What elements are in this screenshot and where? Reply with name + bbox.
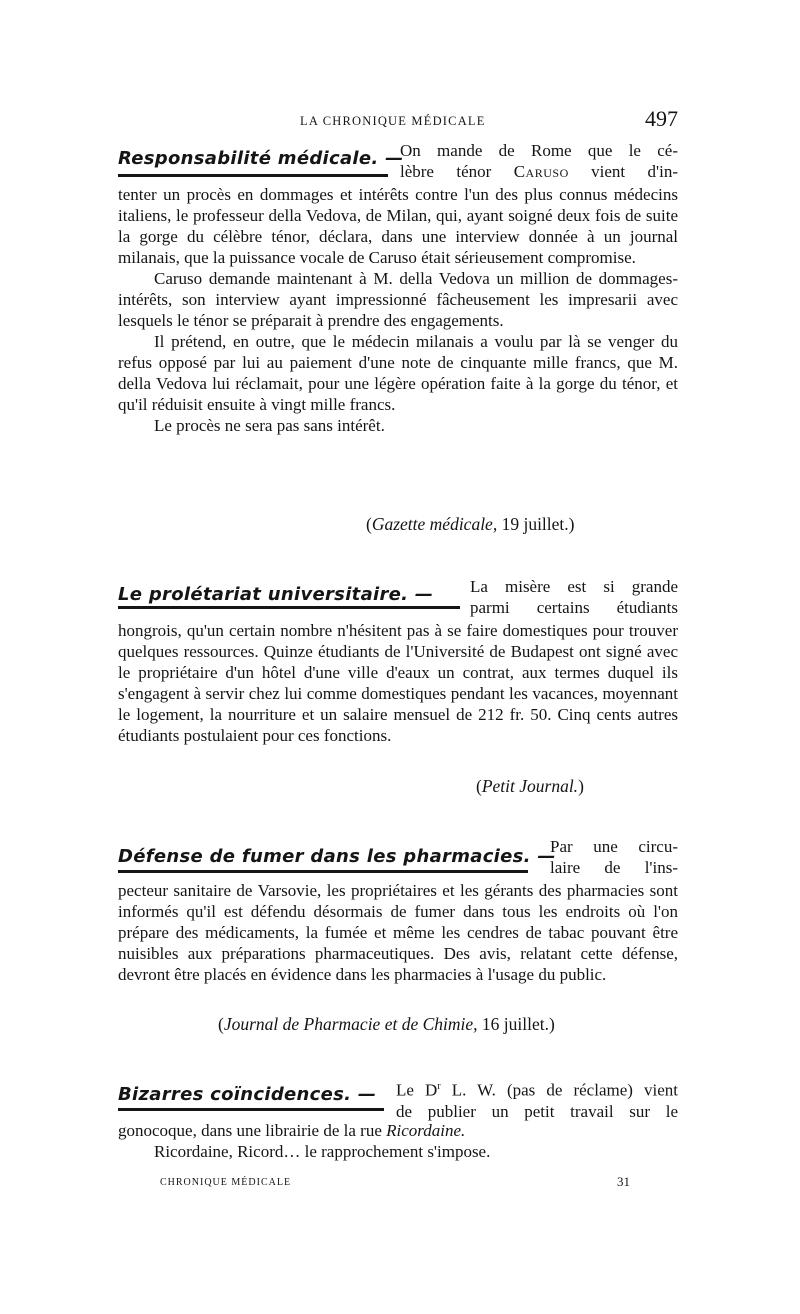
person-name: Caruso xyxy=(513,162,569,181)
running-head xyxy=(118,108,678,138)
paragraph: Ricordaine, Ricord… le rapprochement s'impose. xyxy=(154,1142,491,1161)
running-title: LA CHRONIQUE MÉDICALE xyxy=(300,114,486,128)
article-heading: Bizarres coïncidences. — xyxy=(118,1084,377,1105)
paragraph: gonocoque, dans une librairie de la rue Ricordaine. xyxy=(118,1121,466,1140)
lead-line: laire de l'ins- xyxy=(550,858,678,877)
article-source: (Petit Journal.) xyxy=(476,776,584,796)
article-lead xyxy=(550,836,678,878)
article-lead xyxy=(396,1076,678,1122)
lead-line: On mande de Rome que le cé- xyxy=(400,141,678,160)
article-source: (Gazette médicale, 19 juillet.) xyxy=(366,514,575,534)
paragraph: tenter un procès en dommages et intérêts contre l'un des plus connus médecins italiens, le professeur della Vedova, de Milan, qui, ayant soigné deux fois de suite la gorge du célèbre ténor, déclara, dans une interview donnée à un journal milanais, que la puissance vocale de Caruso était sérieusement compromise. xyxy=(118,185,678,267)
footer-title: CHRONIQUE MÉDICALE xyxy=(160,1177,292,1188)
paragraph: pecteur sanitaire de Varsovie, les propriétaires et les gérants des pharmacies sont informés qu'il est défendu désormais de fumer dans tous les endroits où l'on prépare des médicaments, la fumée et même les cendres de tabac pouvant être nuisibles aux préparations pharmaceutiques. Des avis, relatant cette défense, devront être placés en évidence dans les pharmacies à l'usage du public. xyxy=(118,881,678,984)
article-heading: Défense de fumer dans les pharmacies. — xyxy=(118,846,556,867)
lead-line: lèbre ténor Caruso vient d'in- xyxy=(400,162,678,181)
article-body xyxy=(118,1120,678,1162)
signature-mark: 31 xyxy=(617,1174,630,1189)
lead-line: Par une circu- xyxy=(550,837,678,856)
paragraph: Il prétend, en outre, que le médecin milanais a voulu par là se venger du refus opposé par lui au paiement d'une note de cinquante mille francs, que M. della Vedova lui réclamait, pour une légère opération faite à la gorge du ténor, et qu'il réduisit ensuite à vingt mille francs. xyxy=(118,332,678,414)
article-body xyxy=(118,880,678,985)
article-heading: Responsabilité médicale. — xyxy=(118,148,404,169)
article-body xyxy=(118,620,678,746)
article-lead xyxy=(400,140,678,182)
page-footer xyxy=(160,1174,630,1197)
paragraph: Caruso demande maintenant à M. della Vedova un million de dommages-intérêts, son interview ayant impressionné fâcheusement les impresarii avec lesquels le ténor se préparait à prendre des engagements. xyxy=(118,269,678,330)
heading-underline xyxy=(118,870,528,873)
street-name: Ricordaine. xyxy=(386,1121,466,1140)
page-number: 497 xyxy=(645,106,678,131)
article-body xyxy=(118,184,678,436)
article-source: (Journal de Pharmacie et de Chimie, 16 juillet.) xyxy=(218,1014,555,1034)
article-heading: Le prolétariat universitaire. — xyxy=(118,584,434,605)
heading-underline xyxy=(118,1108,384,1111)
lead-line: La misère est si grande xyxy=(470,577,678,596)
heading-underline xyxy=(118,174,388,177)
lead-line: de publier un petit travail sur le xyxy=(396,1101,678,1121)
heading-underline xyxy=(118,606,460,609)
paragraph: Le procès ne sera pas sans intérêt. xyxy=(154,416,385,435)
paragraph: hongrois, qu'un certain nombre n'hésitent pas à se faire domestiques pour trouver quelques ressources. Quinze étudiants de l'Université de Budapest ont signé avec le propriétaire d'un hôtel d'une ville d'eaux un contrat, aux termes duquel ils s'engagent à servir chez lui comme domestiques pendant les vacances, moyennant le logement, la nourriture et un salaire mensuel de 212 fr. 50. Cinq cents autres étudiants postulaient pour ces fonctions. xyxy=(118,621,678,745)
lead-line: parmi certains étudiants xyxy=(470,598,678,617)
lead-line: Le $D^r$ L. W. (pas de réclame) vient xyxy=(396,1080,678,1100)
article-lead xyxy=(470,576,678,618)
